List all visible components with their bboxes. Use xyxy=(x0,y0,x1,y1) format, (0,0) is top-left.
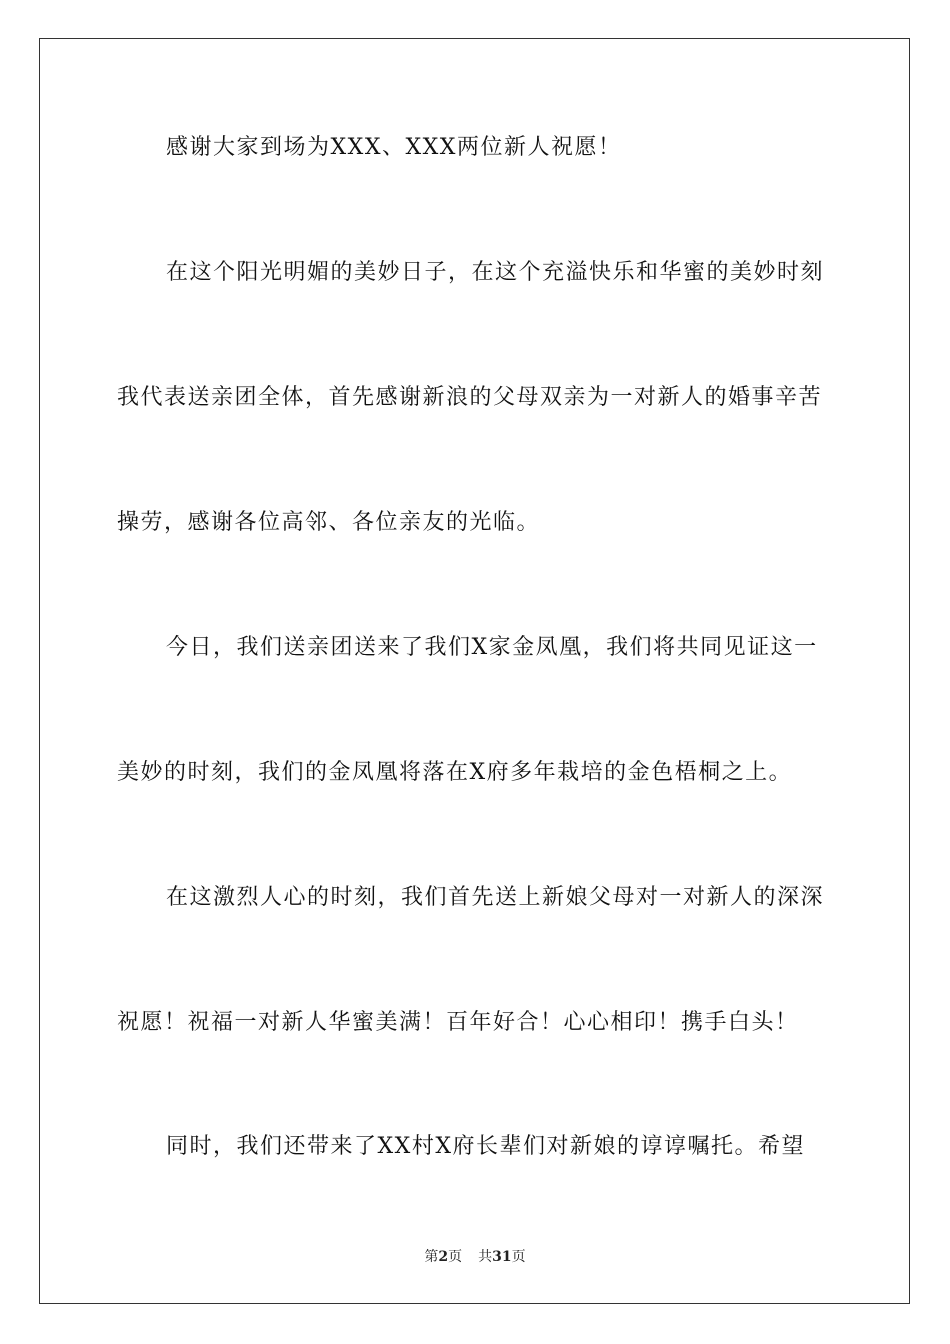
text-line-1: 感谢大家到场为XXX、XXX两位新人祝愿！ xyxy=(166,135,622,160)
page-footer xyxy=(0,1248,950,1266)
page-prefix: 第 xyxy=(424,1249,439,1265)
text-line-2: 在这个阳光明媚的美妙日子，在这个充溢快乐和华蜜的美妙时刻 xyxy=(166,260,825,285)
text-line-3: 我代表送亲团全体，首先感谢新浪的父母双亲为一对新人的婚事辛苦 xyxy=(117,385,823,410)
text-line-5: 今日，我们送亲团送来了我们X家金凤凰，我们将共同见证这一 xyxy=(166,635,818,660)
text-line-7: 在这激烈人心的时刻，我们首先送上新娘父母对一对新人的深深 xyxy=(166,885,825,910)
page-suffix: 页 xyxy=(448,1249,463,1265)
page-number: 2 xyxy=(438,1249,449,1265)
text-line-6: 美妙的时刻，我们的金凤凰将落在X府多年栽培的金色梧桐之上。 xyxy=(117,760,793,785)
page-border xyxy=(39,38,910,1304)
text-line-8: 祝愿！祝福一对新人华蜜美满！百年好合！心心相印！携手白头！ xyxy=(117,1010,799,1035)
total-prefix: 共 xyxy=(478,1249,493,1265)
total-pages: 31 xyxy=(492,1249,512,1265)
total-suffix: 页 xyxy=(511,1249,526,1265)
text-line-4: 操劳，感谢各位高邻、各位亲友的光临。 xyxy=(117,510,541,535)
text-line-9: 同时，我们还带来了XX村X府长辈们对新娘的谆谆嘱托。希望 xyxy=(166,1134,805,1159)
